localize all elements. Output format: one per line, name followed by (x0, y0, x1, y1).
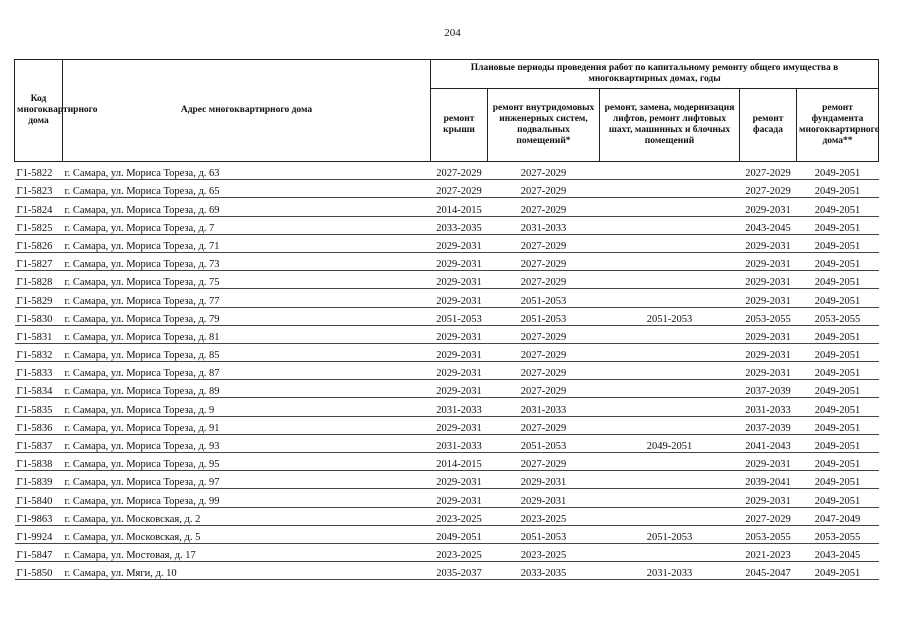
cell-foundation: 2049-2051 (814, 386, 861, 398)
table-row (15, 453, 879, 471)
table-row (15, 398, 879, 416)
cell-facade: 2053-2055 (745, 531, 791, 543)
cell-facade: 2027-2029 (745, 168, 791, 180)
cell-elevator (600, 471, 740, 489)
cell-elevator (600, 198, 740, 216)
cell-roof: 2029-2031 (436, 240, 482, 252)
table-row (15, 307, 879, 325)
table-row (15, 434, 879, 452)
cell-roof: 2029-2031 (436, 422, 482, 434)
table-row (15, 216, 879, 234)
cell-engineering: 2029-2031 (520, 477, 567, 489)
cell-address: г. Самара, ул. Мориса Тореза, д. 9 (64, 404, 215, 416)
cell-roof: 2027-2029 (436, 168, 482, 180)
cell-foundation: 2049-2051 (814, 277, 861, 289)
cell-address: г. Самара, ул. Московская, д. 5 (64, 531, 201, 543)
cell-address: г. Самара, ул. Мориса Тореза, д. 87 (64, 368, 220, 380)
cell-engineering: 2051-2053 (520, 531, 567, 543)
cell-elevator (600, 289, 740, 307)
cell-address: г. Самара, ул. Мориса Тореза, д. 97 (64, 477, 220, 489)
cell-code: Г1-5829 (16, 295, 53, 307)
cell-facade: 2029-2031 (745, 277, 791, 289)
cell-roof: 2023-2025 (436, 550, 482, 562)
cell-engineering: 2027-2029 (520, 422, 567, 434)
cell-address: г. Самара, ул. Мориса Тореза, д. 91 (64, 422, 220, 434)
cell-roof: 2029-2031 (436, 368, 482, 380)
cell-code: Г1-5833 (16, 368, 53, 380)
cell-engineering: 2033-2035 (520, 568, 567, 580)
table-row (15, 325, 879, 343)
cell-elevator (600, 234, 740, 252)
cell-engineering: 2051-2053 (520, 295, 567, 307)
cell-code: Г1-5831 (16, 331, 53, 343)
cell-roof: 2029-2031 (436, 259, 482, 271)
cell-engineering: 2027-2029 (520, 368, 567, 380)
cell-facade: 2029-2031 (745, 295, 791, 307)
cell-facade: 2029-2031 (745, 459, 791, 471)
cell-foundation: 2049-2051 (814, 404, 861, 416)
cell-facade: 2031-2033 (745, 404, 791, 416)
cell-roof: 2031-2033 (436, 441, 482, 452)
cell-elevator (600, 343, 740, 361)
cell-code: Г1-5827 (16, 259, 53, 271)
cell-address: г. Самара, ул. Мориса Тореза, д. 81 (64, 331, 220, 343)
header-foundation-repair: ремонт фундамента многоквартирного дома** (797, 89, 879, 162)
table-row (15, 252, 879, 270)
cell-code: Г1-5840 (16, 495, 53, 507)
cell-address: г. Самара, ул. Мориса Тореза, д. 63 (64, 168, 220, 180)
cell-elevator: 2051-2053 (646, 531, 693, 543)
cell-elevator (600, 453, 740, 471)
cell-foundation: 2043-2045 (814, 550, 861, 562)
cell-address: г. Самара, ул. Московская, д. 2 (64, 513, 201, 525)
cell-facade: 2041-2043 (745, 441, 791, 452)
cell-code: Г1-5832 (16, 350, 53, 362)
cell-code: Г1-9863 (16, 513, 53, 525)
table-row (15, 416, 879, 434)
cell-elevator (600, 543, 740, 561)
capital-repair-table (14, 59, 879, 580)
cell-facade: 2029-2031 (745, 240, 791, 252)
table-row (15, 234, 879, 252)
cell-elevator (600, 507, 740, 525)
table-row (15, 489, 879, 507)
cell-engineering: 2027-2029 (520, 240, 567, 252)
cell-address: г. Самара, ул. Мориса Тореза, д. 93 (64, 441, 220, 452)
cell-facade: 2037-2039 (745, 422, 791, 434)
cell-code: Г1-5830 (16, 313, 53, 325)
cell-address: г. Самара, ул. Мориса Тореза, д. 89 (64, 386, 220, 398)
cell-elevator (600, 325, 740, 343)
table-row (15, 471, 879, 489)
cell-code: Г1-5823 (16, 186, 53, 198)
cell-elevator (600, 398, 740, 416)
table-row (15, 271, 879, 289)
cell-facade: 2029-2031 (745, 368, 791, 380)
cell-facade: 2021-2023 (745, 550, 791, 562)
cell-address: г. Самара, ул. Мориса Тореза, д. 77 (64, 295, 220, 307)
cell-address: г. Самара, ул. Мориса Тореза, д. 7 (64, 222, 215, 234)
cell-engineering: 2027-2029 (520, 259, 567, 271)
cell-elevator: 2049-2051 (646, 441, 693, 452)
header-elevator-repair: ремонт, замена, модернизация лифтов, ремонт лифтовых шахт, машинных и блочных помещений (600, 89, 740, 162)
table-row (15, 343, 879, 361)
cell-roof: 2035-2037 (436, 568, 482, 580)
cell-code: Г1-9924 (16, 531, 53, 543)
cell-roof: 2029-2031 (436, 277, 482, 289)
cell-foundation: 2047-2049 (814, 513, 861, 525)
cell-facade: 2029-2031 (745, 495, 791, 507)
table-row (15, 198, 879, 216)
cell-facade: 2053-2055 (745, 313, 791, 325)
cell-roof: 2014-2015 (436, 204, 482, 216)
table-body (15, 162, 879, 580)
cell-foundation: 2049-2051 (814, 350, 861, 362)
cell-elevator: 2031-2033 (646, 568, 693, 580)
cell-roof: 2029-2031 (436, 477, 482, 489)
cell-foundation: 2053-2055 (814, 313, 861, 325)
header-facade-repair: ремонт фасада (740, 89, 797, 162)
cell-engineering: 2027-2029 (520, 168, 567, 180)
cell-elevator (600, 216, 740, 234)
page-number: 204 (444, 27, 461, 39)
cell-foundation: 2049-2051 (814, 295, 861, 307)
cell-roof: 2051-2053 (436, 313, 482, 325)
table-row (15, 562, 879, 580)
cell-code: Г1-5822 (16, 168, 53, 180)
cell-code: Г1-5834 (16, 386, 53, 398)
cell-roof: 2014-2015 (436, 459, 482, 471)
cell-code: Г1-5836 (16, 422, 53, 434)
cell-address: г. Самара, ул. Мориса Тореза, д. 85 (64, 350, 220, 362)
cell-roof: 2029-2031 (436, 495, 482, 507)
header-code: Код многоквартирного дома (15, 60, 63, 162)
cell-roof: 2027-2029 (436, 186, 482, 198)
cell-code: Г1-5835 (16, 404, 53, 416)
cell-roof: 2031-2033 (436, 404, 482, 416)
cell-engineering: 2027-2029 (520, 459, 567, 471)
cell-facade: 2039-2041 (745, 477, 791, 489)
header-roof-repair: ремонт крыши (431, 89, 488, 162)
cell-code: Г1-5824 (16, 204, 53, 216)
header-planned-periods: Плановые периоды проведения работ по капитальному ремонту общего имущества в многоквартирных домах, годы (431, 60, 879, 89)
cell-engineering: 2023-2025 (520, 513, 567, 525)
cell-foundation: 2049-2051 (814, 331, 861, 343)
table-row (15, 362, 879, 380)
cell-address: г. Самара, ул. Мориса Тореза, д. 65 (64, 186, 220, 198)
cell-roof: 2033-2035 (436, 222, 482, 234)
cell-foundation: 2049-2051 (814, 186, 861, 198)
cell-address: г. Самара, ул. Мориса Тореза, д. 69 (64, 204, 220, 216)
cell-facade: 2029-2031 (745, 350, 791, 362)
cell-elevator (600, 162, 740, 180)
cell-elevator (600, 416, 740, 434)
cell-code: Г1-5825 (16, 222, 53, 234)
cell-roof: 2049-2051 (436, 531, 482, 543)
cell-foundation: 2049-2051 (814, 259, 861, 271)
cell-address: г. Самара, ул. Мориса Тореза, д. 95 (64, 459, 220, 471)
cell-code: Г1-5847 (16, 550, 53, 562)
cell-facade: 2045-2047 (745, 568, 791, 580)
cell-engineering: 2027-2029 (520, 204, 567, 216)
cell-engineering: 2029-2031 (520, 495, 567, 507)
cell-foundation: 2049-2051 (814, 204, 861, 216)
cell-elevator (600, 180, 740, 198)
cell-foundation: 2049-2051 (814, 441, 861, 452)
cell-address: г. Самара, ул. Мяги, д. 10 (64, 568, 177, 580)
cell-engineering: 2051-2053 (520, 441, 567, 452)
cell-code: Г1-5826 (16, 240, 53, 252)
cell-elevator (600, 489, 740, 507)
cell-elevator (600, 380, 740, 398)
cell-facade: 2037-2039 (745, 386, 791, 398)
cell-facade: 2029-2031 (745, 259, 791, 271)
table-row (15, 507, 879, 525)
header-address: Адрес многоквартирного дома (63, 60, 431, 162)
cell-roof: 2023-2025 (436, 513, 482, 525)
cell-code: Г1-5837 (16, 441, 53, 452)
cell-engineering: 2031-2033 (520, 404, 567, 416)
cell-foundation: 2049-2051 (814, 222, 861, 234)
cell-engineering: 2027-2029 (520, 186, 567, 198)
cell-facade: 2029-2031 (745, 331, 791, 343)
cell-address: г. Самара, ул. Мориса Тореза, д. 79 (64, 313, 220, 325)
table-row (15, 289, 879, 307)
cell-facade: 2027-2029 (745, 513, 791, 525)
cell-foundation: 2049-2051 (814, 495, 861, 507)
cell-roof: 2029-2031 (436, 331, 482, 343)
cell-address: г. Самара, ул. Мориса Тореза, д. 73 (64, 259, 220, 271)
cell-engineering: 2051-2053 (520, 313, 567, 325)
cell-foundation: 2049-2051 (814, 368, 861, 380)
cell-roof: 2029-2031 (436, 295, 482, 307)
cell-facade: 2043-2045 (745, 222, 791, 234)
cell-foundation: 2049-2051 (814, 422, 861, 434)
cell-foundation: 2049-2051 (814, 168, 861, 180)
table-row (15, 525, 879, 543)
cell-code: Г1-5839 (16, 477, 53, 489)
table-row (15, 162, 879, 180)
cell-engineering: 2023-2025 (520, 550, 567, 562)
cell-foundation: 2053-2055 (814, 531, 861, 543)
cell-facade: 2029-2031 (745, 204, 791, 216)
cell-foundation: 2049-2051 (814, 568, 861, 580)
cell-code: Г1-5838 (16, 459, 53, 471)
header-engineering-systems-repair: ремонт внутридомовых инженерных систем, подвальных помещений* (488, 89, 600, 162)
table-row (15, 380, 879, 398)
cell-elevator (600, 271, 740, 289)
table-row (15, 180, 879, 198)
cell-address: г. Самара, ул. Мориса Тореза, д. 75 (64, 277, 220, 289)
table-row (15, 543, 879, 561)
cell-address: г. Самара, ул. Мориса Тореза, д. 71 (64, 240, 220, 252)
cell-address: г. Самара, ул. Мориса Тореза, д. 99 (64, 495, 220, 507)
cell-elevator: 2051-2053 (646, 313, 693, 325)
cell-engineering: 2027-2029 (520, 386, 567, 398)
cell-roof: 2029-2031 (436, 350, 482, 362)
cell-code: Г1-5850 (16, 568, 53, 580)
cell-engineering: 2027-2029 (520, 331, 567, 343)
cell-foundation: 2049-2051 (814, 459, 861, 471)
cell-address: г. Самара, ул. Мостовая, д. 17 (64, 550, 196, 562)
cell-engineering: 2027-2029 (520, 277, 567, 289)
cell-facade: 2027-2029 (745, 186, 791, 198)
table-header (15, 60, 879, 162)
cell-foundation: 2049-2051 (814, 240, 861, 252)
cell-elevator (600, 362, 740, 380)
cell-code: Г1-5828 (16, 277, 53, 289)
cell-engineering: 2027-2029 (520, 350, 567, 362)
cell-engineering: 2031-2033 (520, 222, 567, 234)
cell-foundation: 2049-2051 (814, 477, 861, 489)
cell-elevator (600, 252, 740, 270)
cell-roof: 2029-2031 (436, 386, 482, 398)
